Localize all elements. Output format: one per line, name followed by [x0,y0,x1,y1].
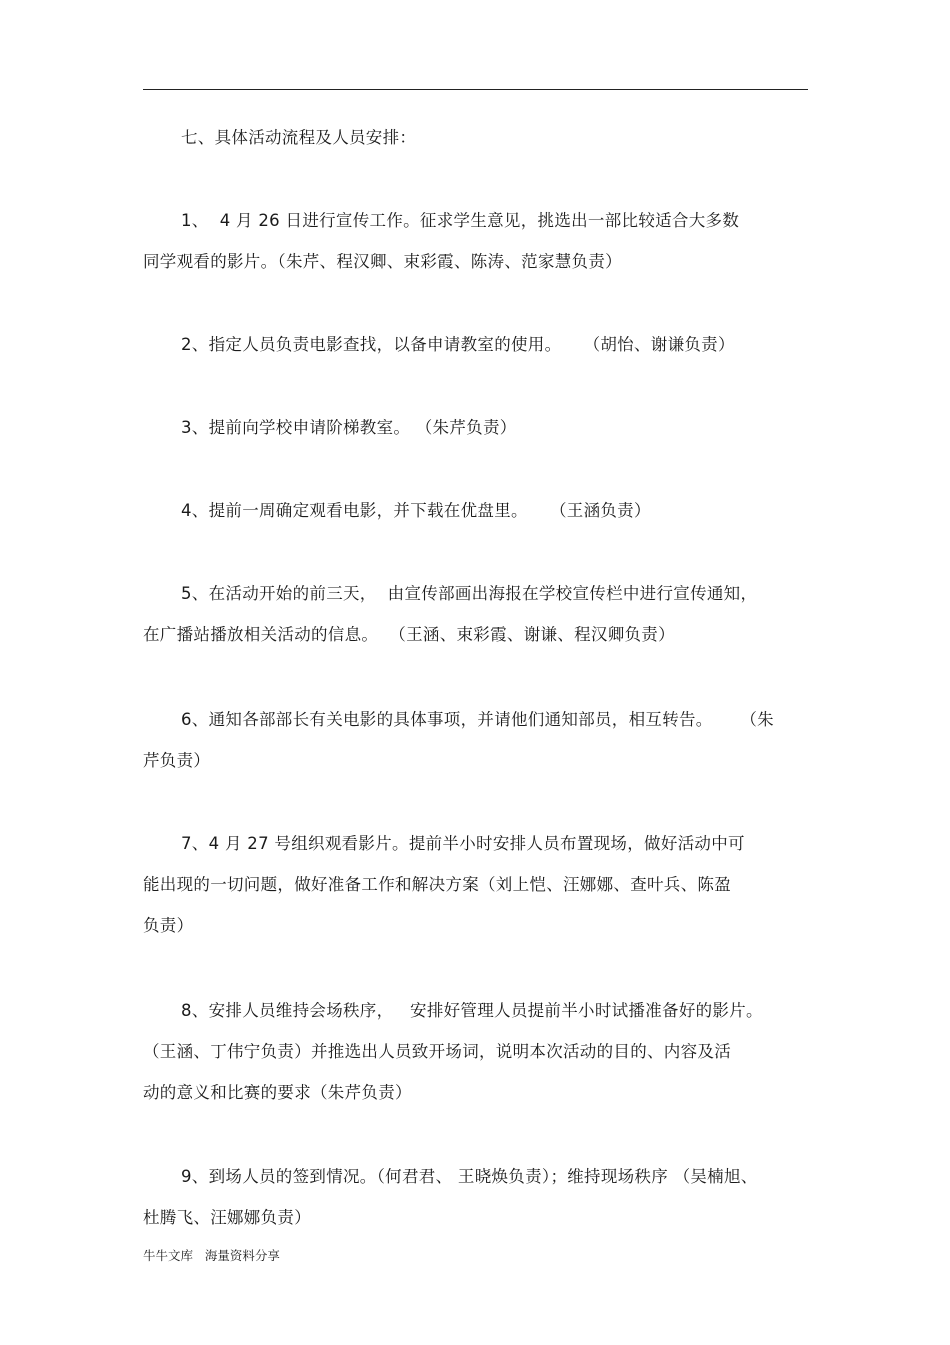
list-item-7-line-1: 7、4 月 27 号组织观看影片。提前半小时安排人员布置现场，做好活动中可 [181,834,745,853]
list-item-5-line-2: 在广播站播放相关活动的信息。 （王涵、束彩霞、谢谦、程汉卿负责） [143,625,675,644]
section-heading: 七、具体活动流程及人员安排： [181,128,417,147]
list-item-8-line-2: （王涵、丁伟宁负责）并推选出人员致开场词，说明本次活动的目的、内容及活 [143,1042,731,1061]
list-item-4-line-1: 4、提前一周确定观看电影，并下载在优盘里。 （王涵负责） [181,501,651,520]
list-item-3-line-1: 3、提前向学校申请阶梯教室。 （朱芹负责） [181,418,517,437]
list-item-1-line-1: 1、 4 月 26 日进行宣传工作。征求学生意见，挑选出一部比较适合大多数 [181,211,740,230]
list-item-1-line-2: 同学观看的影片。（朱芹、程汉卿、束彩霞、陈涛、范家慧负责） [143,252,622,271]
list-item-7-line-2: 能出现的一切问题，做好准备工作和解决方案（刘上恺、汪娜娜、查叶兵、陈盈 [143,875,731,894]
list-item-8-line-3: 动的意义和比赛的要求（朱芹负责） [143,1083,412,1102]
list-item-8-line-1: 8、安排人员维持会场秩序， 安排好管理人员提前半小时试播准备好的影片。 [181,1001,763,1020]
list-item-2-line-1: 2、指定人员负责电影查找，以备申请教室的使用。 （胡怡、谢谦负责） [181,335,735,354]
list-item-9-line-2: 杜腾飞、汪娜娜负责） [143,1208,311,1227]
footer-text: 牛牛文库 海量资料分享 [143,1248,280,1263]
list-item-9-line-1: 9、到场人员的签到情况。（何君君、 王晓焕负责）；维持现场秩序 （吴楠旭、 [181,1167,758,1186]
list-item-7-line-3: 负责） [143,916,194,935]
list-item-6-line-2: 芹负责） [143,751,211,770]
header-rule [143,89,808,90]
list-item-6-line-1: 6、通知各部部长有关电影的具体事项，并请他们通知部员，相互转告。 （朱 [181,710,774,729]
list-item-5-line-1: 5、在活动开始的前三天， 由宣传部画出海报在学校宣传栏中进行宣传通知， [181,584,758,603]
